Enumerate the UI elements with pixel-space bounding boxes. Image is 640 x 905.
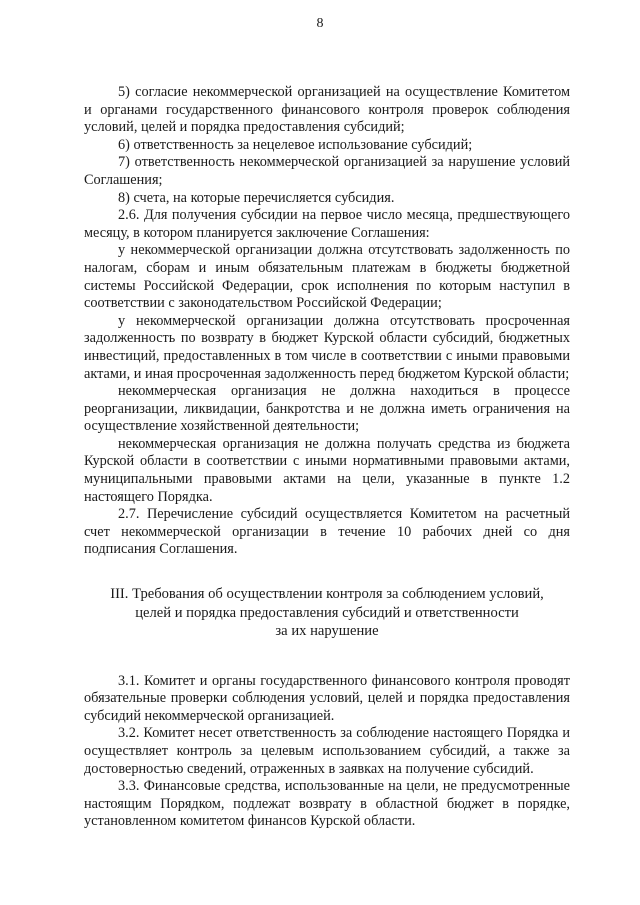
section-heading <box>84 585 570 641</box>
paragraph: у некоммерческой организации должна отсутствовать задолженность по налогам, сборам и иным обязательным платежам в бюджеты бюджетной системы Российской Федерации, срок исполнения по которым наступил в соответствии с законодательством Российской Федерации; <box>84 242 570 312</box>
document-body <box>84 84 570 831</box>
section-heading-line: целей и порядка предоставления субсидий и ответственности <box>135 604 519 621</box>
paragraph: 3.2. Комитет несет ответственность за соблюдение настоящего Порядка и осуществляет контроль за целевым использованием субсидий, а также за достоверностью сведений, отраженных в заявках на получение субсидий. <box>84 725 570 777</box>
paragraph: некоммерческая организация не должна получать средства из бюджета Курской области в соответствии с иными нормативными правовыми актами, муниципальными правовыми актами на цели, указанные в пункте 1.2 настоящего Порядка. <box>84 435 570 505</box>
paragraph: 5) согласие некоммерческой организацией на осуществление Комитетом и органами государственного финансового контроля проверок соблюдения условий, целей и порядка предоставления субсидий; <box>84 84 570 136</box>
paragraph: 3.1. Комитет и органы государственного финансового контроля проводят обязательные проверки соблюдения условий, целей и порядка предоставления субсидий некоммерческой организацией. <box>84 672 570 724</box>
section-heading-line: III. Требования об осуществлении контроля за соблюдением условий, <box>110 586 544 603</box>
paragraph: у некоммерческой организации должна отсутствовать просроченная задолженность по возврату в бюджет Курской области субсидий, бюджетных инвестиций, предоставленных в том числе в соответствии с иными правовыми актами, и иная просроченная задолженность перед бюджетом Курской области; <box>84 312 570 382</box>
paragraph: 7) ответственность некоммерческой организацией за нарушение условий Соглашения; <box>84 154 570 188</box>
paragraph: 2.6. Для получения субсидии на первое число месяца, предшествующего месяцу, в котором планируется заключение Соглашения: <box>84 207 570 241</box>
paragraph: 3.3. Финансовые средства, использованные на цели, не предусмотренные настоящим Порядком, подлежат возврату в областной бюджет в порядке, установленном комитетом финансов Курской области. <box>84 778 570 830</box>
paragraph: некоммерческая организация не должна находиться в процессе реорганизации, ликвидации, банкротства и не должна иметь ограничения на осуществление хозяйственной деятельности; <box>84 383 570 435</box>
paragraph: 8) счета, на которые перечисляется субсидия. <box>118 189 395 206</box>
section-heading-line: за их нарушение <box>275 623 379 640</box>
paragraph: 2.7. Перечисление субсидий осуществляется Комитетом на расчетный счет некоммерческой организации в течение 10 рабочих дней со дня подписания Соглашения. <box>84 506 570 558</box>
paragraph: 6) ответственность за нецелевое использование субсидий; <box>118 136 473 153</box>
page-number: 8 <box>316 16 324 31</box>
